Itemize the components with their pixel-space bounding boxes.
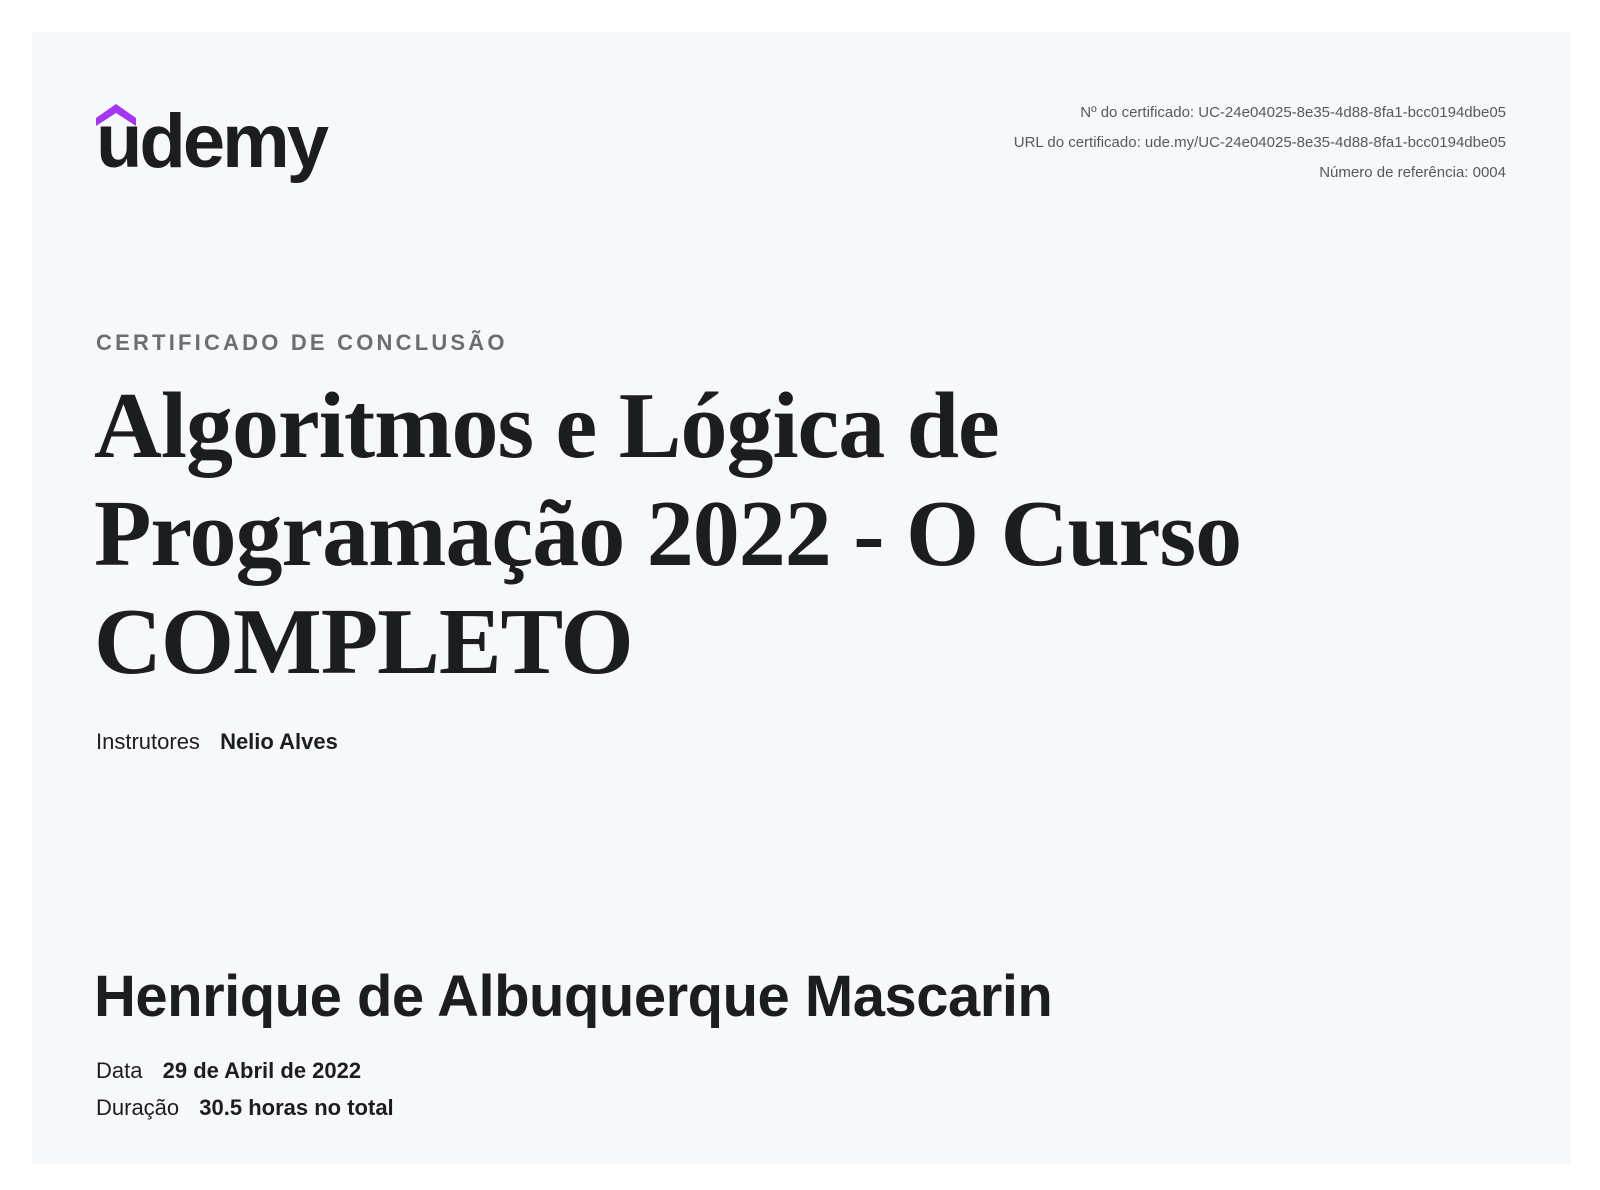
duration-value: 30.5 horas no total: [199, 1095, 394, 1120]
date-value: 29 de Abril de 2022: [162, 1058, 362, 1083]
instructor-name: Nelio Alves: [220, 729, 338, 754]
date-row: [96, 1058, 361, 1084]
duration-label: Duração: [96, 1095, 180, 1120]
certificate-kicker: CERTIFICADO DE CONCLUSÃO: [96, 330, 508, 355]
udemy-wordmark: udemy: [96, 99, 326, 184]
udemy-logo: [96, 96, 356, 196]
instructors-label: Instrutores: [96, 729, 200, 754]
certificate-card: [32, 32, 1570, 1164]
student-name: Henrique de Albuquerque Mascarin: [94, 964, 1053, 1029]
instructors-row: [96, 729, 338, 755]
certificate-url[interactable]: URL do certificado: ude.my/UC-24e04025-8e35-4d88-8fa1-bcc0194dbe05: [1013, 134, 1506, 151]
date-label: Data: [96, 1058, 143, 1083]
certificate-number: Nº do certificado: UC-24e04025-8e35-4d88-8fa1-bcc0194dbe05: [1080, 104, 1506, 121]
duration-row: [96, 1095, 394, 1121]
certificate-meta: [1014, 98, 1506, 188]
reference-number: Número de referência: 0004: [1319, 164, 1506, 181]
course-title: Algoritmos e Lógica de Programação 2022 - O Curso COMPLETO: [94, 374, 1242, 694]
